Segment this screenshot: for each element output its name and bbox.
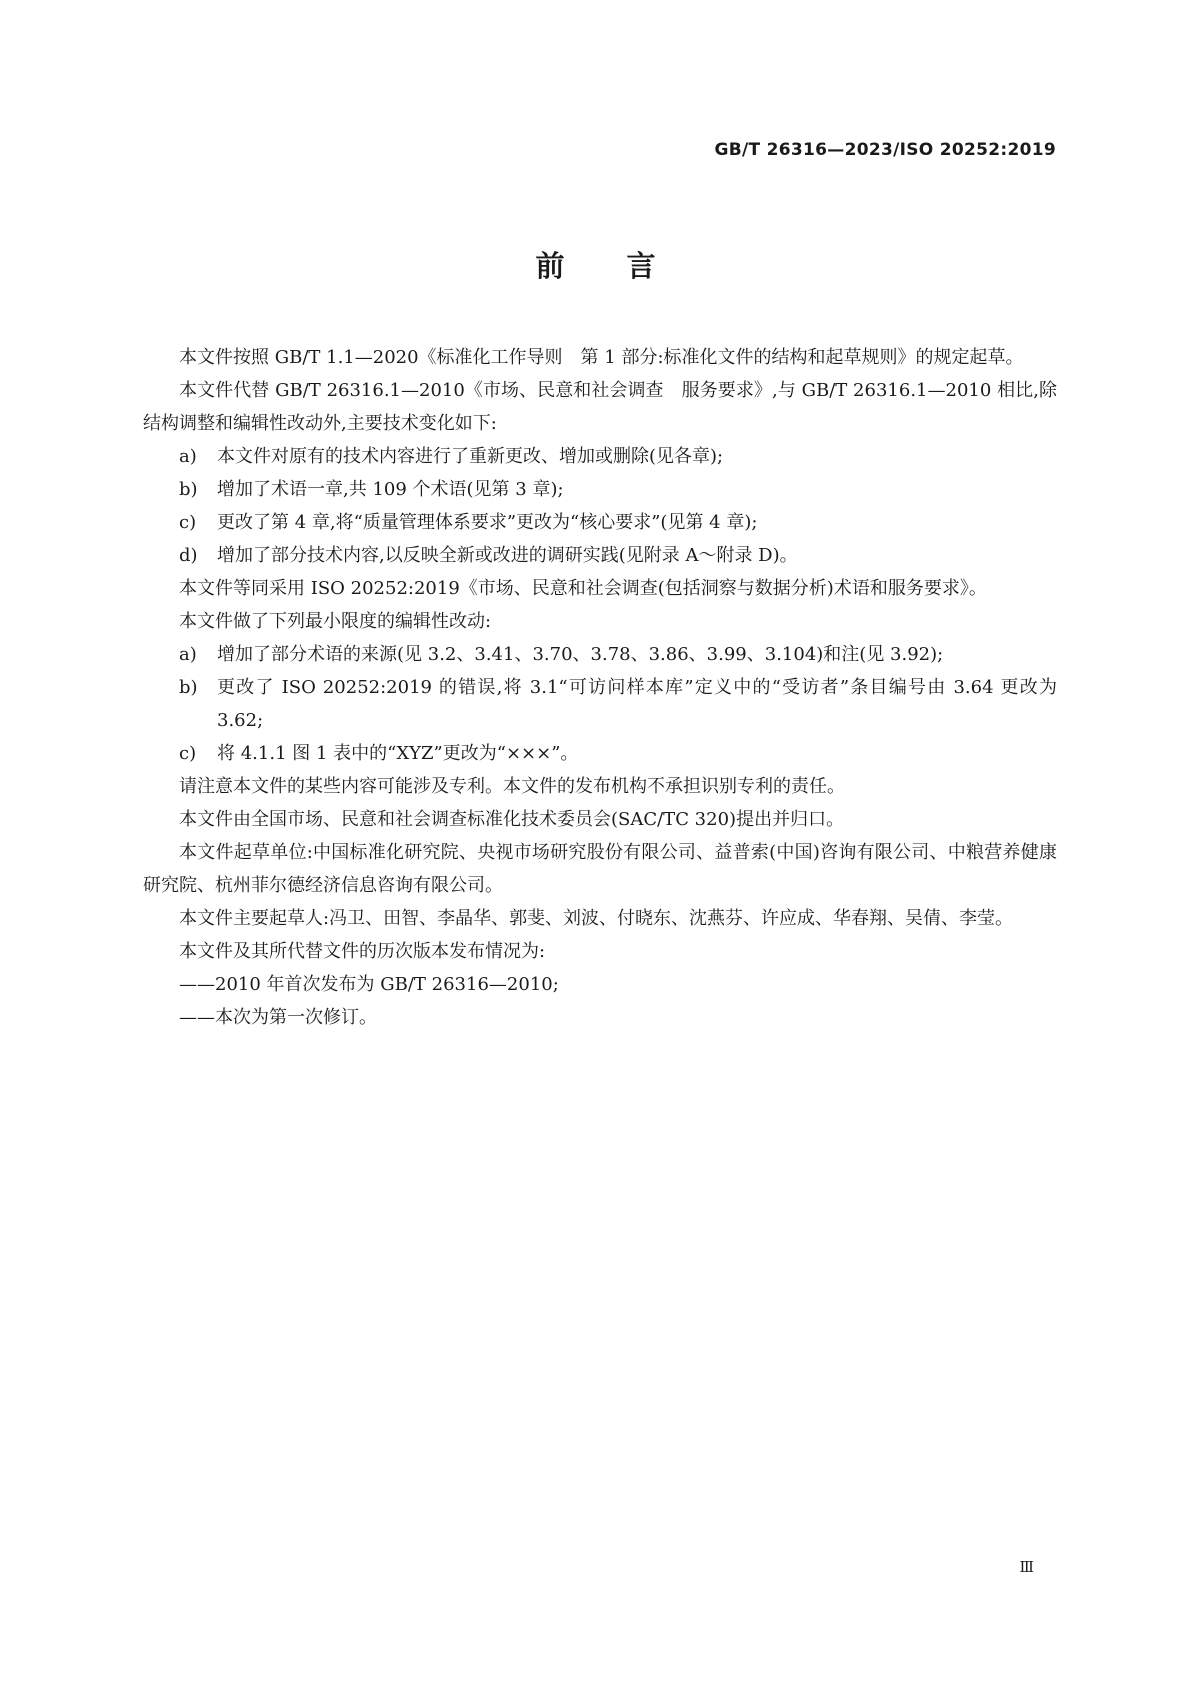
list-marker: a) — [179, 446, 197, 467]
list-item — [143, 473, 1057, 506]
list-item-text: 增加了部分技术内容,以反映全新或改进的调研实践(见附录 A～附录 D)。 — [217, 545, 798, 566]
foreword-body — [143, 341, 1057, 1034]
list-marker: c) — [179, 743, 197, 764]
list-item — [143, 539, 1057, 572]
list-item — [143, 737, 1057, 770]
list-marker: b) — [179, 479, 198, 500]
list-item — [143, 671, 1057, 737]
paragraph-editorial-changes: 本文件做了下列最小限度的编辑性改动: — [179, 611, 492, 632]
list-marker: c) — [179, 512, 197, 533]
list-item-text: 增加了部分术语的来源(见 3.2、3.41、3.70、3.78、3.86、3.99、3.104)和注(见 3.92); — [217, 644, 944, 665]
history-item: ——本次为第一次修订。 — [179, 1007, 377, 1028]
list-item — [143, 638, 1057, 671]
list-marker: b) — [179, 677, 198, 698]
list-marker: a) — [179, 644, 197, 665]
page-number: Ⅲ — [1019, 1558, 1034, 1576]
page-title: 前言 — [535, 249, 718, 283]
paragraph-replacement: 本文件代替 GB/T 26316.1—2010《市场、民意和社会调查 服务要求》,与 GB/T 26316.1—2010 相比,除结构调整和编辑性改动外,主要技术变化如下: — [143, 380, 1057, 434]
paragraph-drafting-units: 本文件起草单位:中国标准化研究院、央视市场研究股份有限公司、益普索(中国)咨询有限公司、中粮营养健康研究院、杭州菲尔德经济信息咨询有限公司。 — [143, 842, 1057, 896]
list-marker: d) — [179, 545, 198, 566]
list-item-text: 更改了第 4 章,将“质量管理体系要求”更改为“核心要求”(见第 4 章); — [217, 512, 758, 533]
paragraph-identical-adoption: 本文件等同采用 ISO 20252:2019《市场、民意和社会调查(包括洞察与数据分析)术语和服务要求》。 — [179, 578, 987, 599]
list-item-text: 将 4.1.1 图 1 表中的“XYZ”更改为“×××”。 — [217, 743, 579, 764]
list-item-text: 更改了 ISO 20252:2019 的错误,将 3.1“可访问样本库”定义中的“受访者”条目编号由 3.64 更改为 3.62; — [217, 677, 1057, 731]
paragraph-drafters: 本文件主要起草人:冯卫、田智、李晶华、郭斐、刘波、付晓东、沈燕芬、许应成、华春翔、吴倩、李莹。 — [179, 908, 1014, 929]
paragraph-committee: 本文件由全国市场、民意和社会调查标准化技术委员会(SAC/TC 320)提出并归口。 — [179, 809, 845, 830]
paragraph-drafting-rules: 本文件按照 GB/T 1.1—2020《标准化工作导则 第 1 部分:标准化文件的结构和起草规则》的规定起草。 — [179, 347, 1024, 368]
paragraph-version-history: 本文件及其所代替文件的历次版本发布情况为: — [179, 941, 546, 962]
list-item — [143, 440, 1057, 473]
list-item — [143, 506, 1057, 539]
standard-code-header: GB/T 26316—2023/ISO 20252:2019 — [714, 140, 1056, 160]
list-item-text: 本文件对原有的技术内容进行了重新更改、增加或删除(见各章); — [217, 446, 724, 467]
list-item-text: 增加了术语一章,共 109 个术语(见第 3 章); — [217, 479, 564, 500]
paragraph-patent-notice: 请注意本文件的某些内容可能涉及专利。本文件的发布机构不承担识别专利的责任。 — [179, 776, 845, 797]
history-item: ——2010 年首次发布为 GB/T 26316—2010; — [179, 974, 559, 995]
